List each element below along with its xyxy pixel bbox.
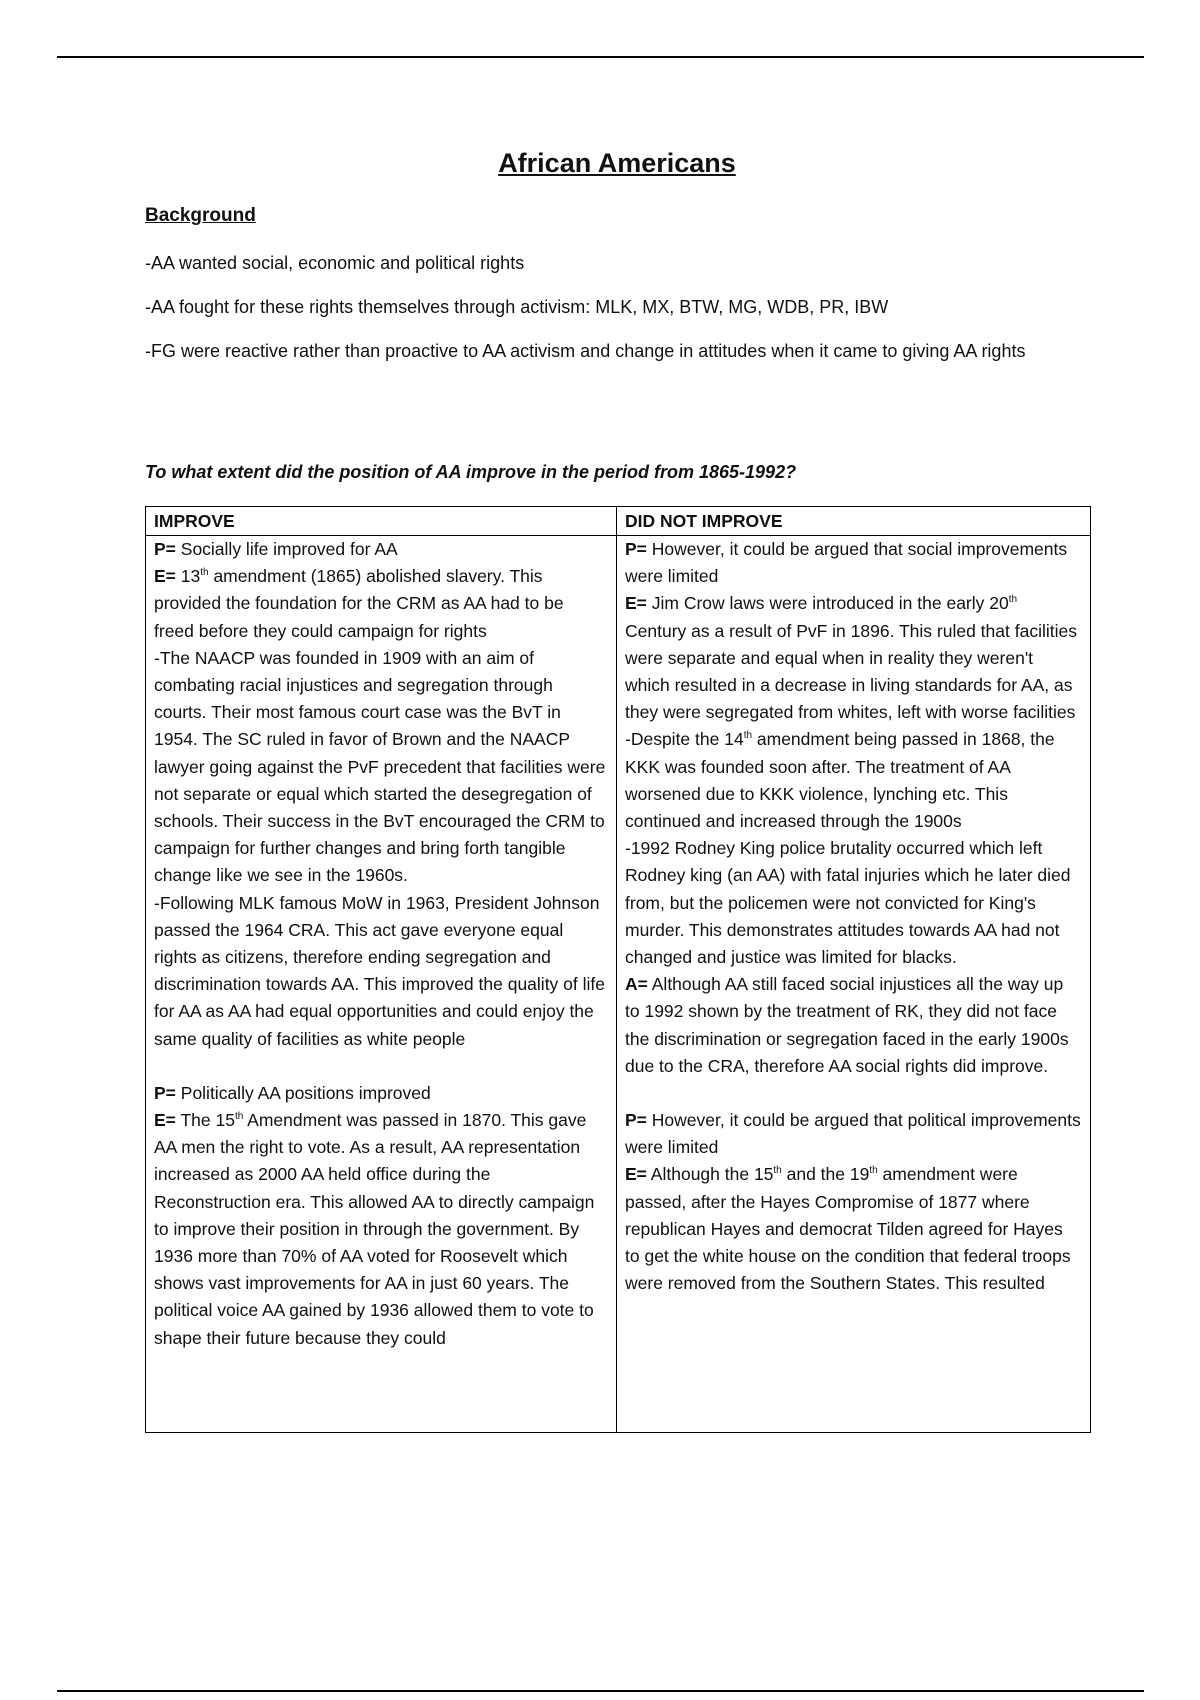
table-header-row (146, 507, 1091, 536)
background-paragraph: -AA fought for these rights themselves through activism: MLK, MX, BTW, MG, WDB, PR, IBW (145, 297, 889, 317)
evidence-table (145, 506, 1091, 1433)
naacp-paragraph: -The NAACP was founded in 1909 with an aim of combating racial injustices and segregation through courts. Their most famous court case was the BvT in 1954. The SC ruled in favor of Brown and the NAACP lawyer going against the PvF precedent that facilities were not separate or equal which started the desegregation of schools. Their success in the BvT encouraged the CRM to campaign for further changes and bring forth tangible change like we see in the 1960s. (154, 647, 606, 886)
page-title: African Americans (498, 148, 736, 178)
improve-cell (146, 536, 617, 1433)
counterpoint-social: P= However, it could be argued that social improvements were limited (625, 539, 1068, 587)
improve-header: IMPROVE (146, 507, 617, 536)
rodney-king-paragraph: -1992 Rodney King police brutality occurred which left Rodney king (an AA) with fatal injuries which he later died from, but the policemen were not convicted for King's murder. This demonstrates attitudes towards AA had not changed and justice was limited for blacks. (625, 838, 1071, 968)
background-section (145, 205, 1095, 381)
bottom-rule (57, 1690, 1144, 1692)
essay-question: To what extent did the position of AA improve in the period from 1865-1992? (145, 462, 797, 482)
analysis-social: A= Although AA still faced social injustices all the way up to 1992 shown by the treatment of RK, they did not face the discrimination or segregation faced in the early 1900s due to the CRA, therefore AA social rights did improve. (625, 974, 1069, 1076)
evidence-hayes-compromise: E= Although the 15th and the 19th amendment were passed, after the Hayes Compromise of 1877 where republican Hayes and democrat Tilden agreed for Hayes to get the white house on the condition that federal troops were removed from the Southern States. This resulted (625, 1164, 1071, 1294)
evidence-15th-amendment: E= The 15th Amendment was passed in 1870. This gave AA men the right to vote. As a result, AA representation increased as 2000 AA held office during the Reconstruction era. This allowed AA to directly campaign to improve their position in through the government. By 1936 more than 70% of AA voted for Roosevelt which shows vast improvements for AA in just 60 years. The political voice AA gained by 1936 allowed them to vote to shape their future because they could (154, 1110, 595, 1348)
paragraph-gap (154, 1053, 608, 1080)
paragraph-gap (625, 1080, 1082, 1107)
counterpoint-political: P= However, it could be argued that political improvements were limited (625, 1110, 1081, 1158)
did-not-improve-cell (617, 536, 1091, 1433)
evidence-13th-amendment: E= 13th amendment (1865) abolished slavery. This provided the foundation for the CRM as AA had to be freed before they could campaign for rights (154, 566, 564, 641)
background-paragraph: -AA wanted social, economic and political rights (145, 253, 525, 273)
mlk-paragraph: -Following MLK famous MoW in 1963, President Johnson passed the 1964 CRA. This act gave everyone equal rights as citizens, therefore ending segregation and discrimination towards AA. This improved the quality of life for AA as AA had equal opportunities and could enjoy the same quality of facilities as white people (154, 892, 605, 1049)
did-not-improve-header: DID NOT IMPROVE (617, 507, 1091, 536)
top-rule (57, 56, 1144, 58)
background-paragraph: -FG were reactive rather than proactive to AA activism and change in attitudes when it came to giving AA rights (145, 341, 1026, 361)
point-political: P= Politically AA positions improved (154, 1082, 431, 1103)
background-heading: Background (145, 205, 256, 226)
point-social: P= Socially life improved for AA (154, 539, 398, 559)
kkk-paragraph: -Despite the 14th amendment being passed in 1868, the KKK was founded soon after. The treatment of AA worsened due to KKK violence, lynching etc. This continued and increased through the 1900s (625, 729, 1055, 832)
table-row (146, 536, 1091, 1433)
evidence-jim-crow: E= Jim Crow laws were introduced in the early 20th Century as a result of PvF in 1896. This ruled that facilities were separate and equal when in reality they weren't which resulted in a decrease in living standards for AA, as they were segregated from whites, left with worse facilities (625, 593, 1077, 723)
